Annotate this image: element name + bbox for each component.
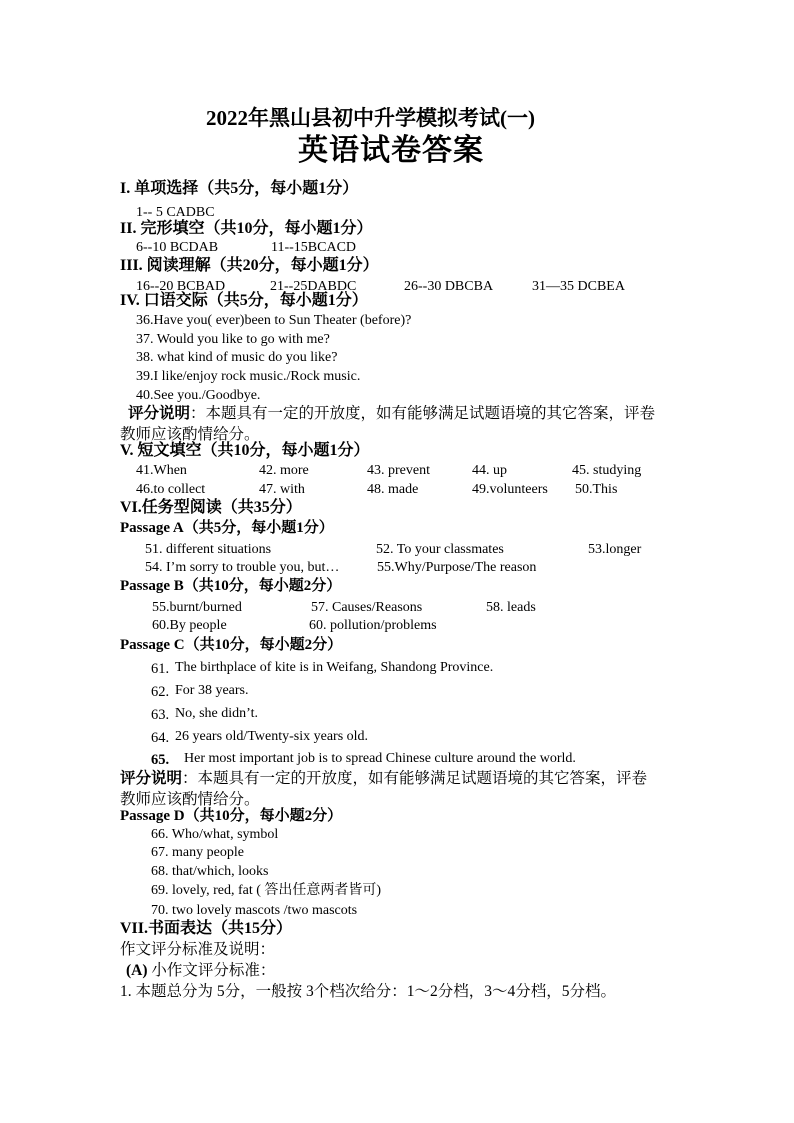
answer-item: 50.This xyxy=(575,482,618,497)
section-3-answer: 31—35 DCBEA xyxy=(532,279,625,294)
passage-c-heading: Passage C（共10分，每小题2分） xyxy=(120,637,343,653)
answer-item: 52. To your classmates xyxy=(376,542,504,557)
answer-item: 42. more xyxy=(259,463,309,478)
answer-item: 54. I’m sorry to trouble you, but… xyxy=(145,560,340,575)
answer-item: 51. different situations xyxy=(145,542,272,557)
answer-item: 57. Causes/Reasons xyxy=(311,600,423,615)
section-7-heading: VII.书面表达（共15分） xyxy=(120,920,293,937)
section-2-answer: 11--15BCACD xyxy=(271,240,357,255)
passage-b-heading: Passage B（共10分，每小题2分） xyxy=(120,578,342,594)
answer-item: 49.volunteers xyxy=(472,482,548,497)
section-4-heading: IV. 口语交际（共5分，每小题1分） xyxy=(120,292,368,309)
section-2-answer: 6--10 BCDAB xyxy=(136,240,219,255)
section-2-heading: II. 完形填空（共10分，每小题1分） xyxy=(120,220,373,237)
scoring-note-continued: 教师应该酌情给分。 xyxy=(120,426,260,443)
answer-item: 39.I like/enjoy rock music./Rock music. xyxy=(136,369,361,384)
section-6-heading: VI.任务型阅读（共35分） xyxy=(120,499,302,516)
scoring-note-label: 评分说明 xyxy=(128,405,191,422)
answer-item: 36.Have you( ever)been to Sun Theater (before)? xyxy=(136,313,412,328)
answer-number: 62. xyxy=(151,684,170,700)
answer-item: 58. leads xyxy=(486,600,536,615)
answer-item: 70. two lovely mascots /two mascots xyxy=(151,903,358,918)
answer-number: 64. xyxy=(151,730,170,746)
section-1-answers: 1-- 5 CADBC xyxy=(136,205,215,220)
answer-item: 47. with xyxy=(259,482,305,497)
passage-a-heading: Passage A（共5分，每小题1分） xyxy=(120,520,334,536)
answer-item: No, she didn’t. xyxy=(175,706,258,721)
answer-item: 53.longer xyxy=(588,542,642,557)
scoring-note-continued: 教师应该酌情给分。 xyxy=(120,791,260,808)
section-3-answer: 26--30 DBCBA xyxy=(404,279,494,294)
section-3-heading: III. 阅读理解（共20分，每小题1分） xyxy=(120,257,379,274)
answer-item: 48. made xyxy=(367,482,419,497)
scoring-note-label: 评分说明 xyxy=(120,770,183,787)
answer-item: 66. Who/what, symbol xyxy=(151,827,279,842)
scoring-rule: 1. 本题总分为 5分，一般按 3个档次给分：1～2分档，3～4分档，5分档。 xyxy=(120,983,617,1000)
answer-number: 63. xyxy=(151,707,170,723)
scoring-note-text: ：本题具有一定的开放度，如有能够满足试题语境的其它答案，评卷 xyxy=(190,405,656,422)
sub-scoring-label: (A) xyxy=(126,962,148,979)
answer-item: 68. that/which, looks xyxy=(151,864,269,879)
section-5-heading: V. 短文填空（共10分，每小题1分） xyxy=(120,442,370,459)
section-1-heading: I. 单项选择（共5分，每小题1分） xyxy=(120,180,359,197)
answer-item: 60.By people xyxy=(152,618,227,633)
answer-item: 45. studying xyxy=(572,463,642,478)
exam-title: 2022年黑山县初中升学模拟考试(一) xyxy=(206,106,535,130)
answer-key-title: 英语试卷答案 xyxy=(298,134,484,167)
answer-item: 44. up xyxy=(472,463,507,478)
scoring-note xyxy=(128,405,655,423)
answer-item: For 38 years. xyxy=(175,683,249,698)
answer-item: 60. pollution/problems xyxy=(309,618,437,633)
sub-scoring-standard xyxy=(126,962,275,980)
answer-number: 61. xyxy=(151,661,170,677)
answer-item: 69. lovely, red, fat ( 答出任意两者皆可) xyxy=(151,883,382,898)
scoring-note xyxy=(120,770,647,788)
answer-item: 67. many people xyxy=(151,845,244,860)
sub-scoring-text: 小作文评分标准： xyxy=(147,962,276,979)
passage-d-heading: Passage D（共10分，每小题2分） xyxy=(120,808,343,824)
section-3-answer: 16--20 BCBAD xyxy=(136,279,226,294)
section-3-answer: 21--25DABDC xyxy=(270,279,357,294)
answer-item: 37. Would you like to go with me? xyxy=(136,332,330,347)
answer-item: 40.See you./Goodbye. xyxy=(136,388,261,403)
answer-item: 43. prevent xyxy=(367,463,430,478)
answer-item: 38. what kind of music do you like? xyxy=(136,350,338,365)
scoring-standard-title: 作文评分标准及说明： xyxy=(120,941,276,958)
answer-item: 26 years old/Twenty-six years old. xyxy=(175,729,369,744)
answer-number: 65. xyxy=(151,752,170,768)
answer-item: 55.burnt/burned xyxy=(152,600,242,615)
answer-item: 46.to collect xyxy=(136,482,206,497)
answer-item: 55.Why/Purpose/The reason xyxy=(377,560,537,575)
scoring-note-text: ：本题具有一定的开放度，如有能够满足试题语境的其它答案，评卷 xyxy=(182,770,648,787)
answer-item: The birthplace of kite is in Weifang, Shandong Province. xyxy=(175,660,494,675)
answer-item: Her most important job is to spread Chinese culture around the world. xyxy=(184,751,576,766)
answer-item: 41.When xyxy=(136,463,187,478)
